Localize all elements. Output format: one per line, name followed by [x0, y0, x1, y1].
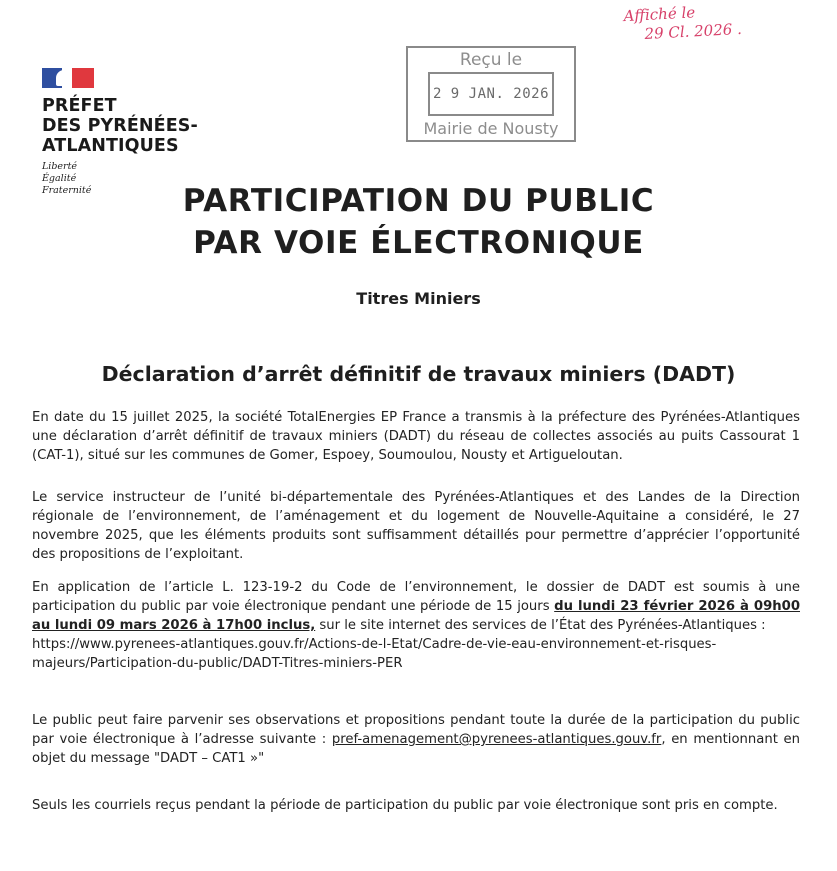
reception-stamp [406, 46, 576, 142]
website-url-link[interactable]: https://www.pyrenees-atlantiques.gouv.fr/Actions-de-l-Etat/Cadre-de-vie-eau-environnement-et-risques-majeurs/Participation-du-public/DADT-Titres-miniers-PER [32, 637, 717, 671]
paragraph-participation [32, 578, 800, 673]
subtitle: Titres Miniers [356, 289, 481, 308]
title-line: PAR VOIE ÉLECTRONIQUE [193, 225, 644, 261]
prefet-line: ATLANTIQUES [42, 136, 179, 156]
prefecture-logo [42, 68, 198, 197]
observations-text-end: , en mentionnant en objet du message "DADT – CAT1 »" [32, 732, 800, 766]
prefet-line: PRÉFET [42, 96, 117, 116]
email-link[interactable]: pref-amenagement@pyrenees-atlantiques.gouv.fr [331, 732, 662, 747]
participation-period: du lundi 23 février 2026 à 09h00 au lundi 09 mars 2026 à 17h00 inclus, [32, 599, 800, 633]
observations-text: Le public peut faire parvenir ses observations et propositions pendant toute la durée de la participation du public par voie électronique à l’adresse suivante : [32, 713, 800, 747]
participation-text-end: sur le site internet des services de l’État des Pyrénées-Atlantiques : [315, 618, 766, 633]
stamp-date: 2 9 JAN. 2026 [428, 72, 554, 116]
participation-text: En application de l’article L. 123-19-2 du Code de l’environnement, le dossier de DADT est soumis à une participation du public par voie électronique pendant une période de 15 jours [32, 580, 800, 614]
stamp-bottom-text: Mairie de Nousty [423, 119, 559, 138]
handwritten-posting-note [623, 1, 742, 45]
motto-line: Fraternité [42, 185, 92, 196]
prefet-line: DES PYRÉNÉES- [42, 116, 198, 136]
marianne-flag-icon [42, 68, 94, 88]
paragraph-declaration: En date du 15 juillet 2025, la société TotalEnergies EP France a transmis à la préfecture des Pyrénées-Atlantiques une déclaration d’arrêt définitif de travaux miniers (DADT) du réseau de collectes associés au puits Cassourat 1 (CAT-1), situé sur les communes de Gomer, Espoey, Soumoulou, Nousty et Artigueloutan. [32, 410, 800, 463]
section-heading: Déclaration d’arrêt définitif de travaux miniers (DADT) [101, 362, 736, 386]
title-line: PARTICIPATION DU PUBLIC [182, 183, 655, 219]
handwritten-line: 29 Cl. 2026 . [644, 19, 743, 44]
motto-line: Liberté [42, 161, 78, 172]
page-title [0, 180, 837, 264]
paragraph-emails-note: Seuls les courriels reçus pendant la période de participation du public par voie électronique sont pris en compte. [32, 798, 778, 813]
paragraph-observations [32, 711, 800, 768]
prefet-name [42, 96, 198, 156]
motto-line: Égalité [42, 173, 77, 184]
handwritten-line: Affiché le [623, 3, 696, 26]
paragraph-instruction: Le service instructeur de l’unité bi-départementale des Pyrénées-Atlantiques et des Landes de la Direction régionale de l’environnement, de l’aménagement et du logement de Nouvelle-Aquitaine a considéré, le 27 novembre 2025, que les éléments produits sont suffisamment détaillés pour permettre d’apprécier l’opportunité des propositions de l’exploitant. [32, 490, 800, 562]
stamp-top-text: Reçu le [459, 50, 523, 70]
